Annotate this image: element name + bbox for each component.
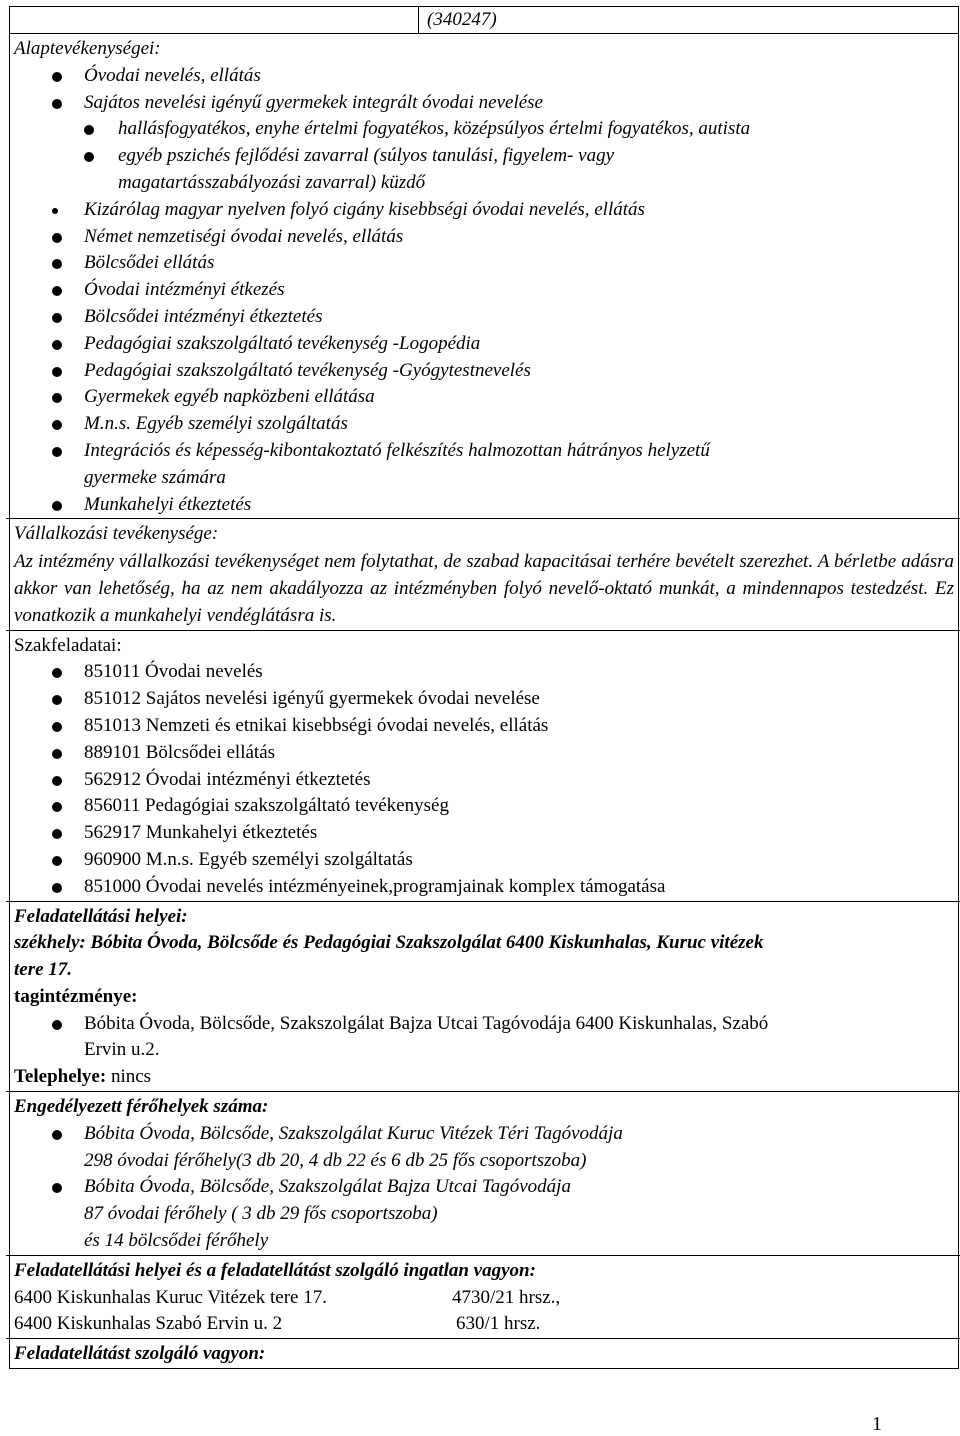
alap-item-text: Óvodai intézményi étkezés (84, 279, 285, 301)
ferohely-item1-line1: Bóbita Óvoda, Bölcsőde, Szakszolgálat Kuruc Vitézek Téri Tagóvodája (84, 1122, 623, 1144)
bullet-icon (52, 208, 58, 214)
bullet-icon (52, 447, 62, 457)
bullet-icon (52, 1020, 62, 1030)
bullet-icon (52, 340, 62, 350)
alap-item (14, 304, 954, 331)
szekhely-label: székhely: (14, 932, 86, 954)
ferohely-heading: Engedélyezett férőhelyek száma: (14, 1096, 269, 1118)
alap-heading: Alaptevékenységei: (14, 38, 161, 59)
bullet-icon (52, 856, 62, 866)
telephely-label: Telephelye: (14, 1066, 107, 1088)
alap-item (14, 90, 954, 117)
telephely-line (14, 1064, 954, 1091)
document-id: (340247) (418, 7, 958, 33)
szakfeladat-text: 562917 Munkahelyi étkeztetés (84, 822, 318, 844)
alap-item-text: M.n.s. Egyéb személyi szolgáltatás (84, 413, 348, 435)
alap-list (14, 63, 954, 519)
szakfeladat-item (14, 874, 954, 901)
szakfeladat-item (14, 847, 954, 874)
szakfeladat-item (14, 713, 954, 740)
alap-item-text: Munkahelyi étkeztetés (84, 493, 252, 515)
alap-item (14, 465, 954, 492)
szakfeladat-text: 889101 Bölcsődei ellátás (84, 741, 276, 763)
ingatlan-row (14, 1285, 954, 1312)
szakfeladat-item (14, 767, 954, 794)
bullet-icon (52, 883, 62, 893)
szekhely-address: Bóbita Óvoda, Bölcsőde és Pedagógiai Szakszolgálat 6400 Kiskunhalas, Kuruc vitézek (85, 932, 764, 954)
bullet-icon (52, 233, 62, 243)
alap-item-text: Pedagógiai szakszolgáltató tevékenység -Gyógytestnevelés (84, 359, 531, 381)
id-row (10, 7, 958, 34)
ferohely-item-2 (14, 1174, 954, 1254)
document-frame (9, 6, 959, 1369)
bullet-icon (52, 72, 62, 82)
ingatlan-rows (14, 1285, 954, 1339)
ingatlan-heading: Feladatellátási helyei és a feladatellátást szolgáló ingatlan vagyon: (14, 1259, 536, 1281)
ingatlan-address: 6400 Kiskunhalas Szabó Ervin u. 2 (14, 1313, 283, 1335)
szakfeladat-item (14, 793, 954, 820)
alap-item (14, 170, 954, 197)
alap-item (14, 411, 954, 438)
szekhely-line1 (14, 930, 954, 957)
alap-item-text: Bölcsődei ellátás (84, 252, 215, 274)
page-number: 1 (872, 1413, 882, 1435)
szekhely-line2: tere 17. (14, 959, 73, 981)
ingatlan-hrsz: 630/1 hrsz. (456, 1313, 541, 1335)
alap-item (14, 63, 954, 90)
alap-item-text: Óvodai nevelés, ellátás (84, 64, 261, 86)
alap-item-text: Bölcsődei intézményi étkeztetés (84, 305, 323, 327)
szakfeladat-text: 562912 Óvodai intézményi étkeztetés (84, 768, 371, 790)
feladatellatasi-heading: Feladatellátási helyei: (14, 905, 188, 927)
alap-item (14, 438, 954, 465)
ferohely-item2-line1: Bóbita Óvoda, Bölcsőde, Szakszolgálat Bajza Utcai Tagóvodája (84, 1176, 571, 1198)
bullet-icon (52, 1130, 62, 1140)
ferohely-item2-line2: 87 óvodai férőhely ( 3 db 29 fős csoportszoba) (84, 1203, 438, 1225)
tag-heading: tagintézménye: (14, 985, 138, 1007)
alap-item-text: Gyermekek egyéb napközbeni ellátása (84, 386, 375, 408)
alap-item-text: Sajátos nevelési igényű gyermekek integrált óvodai nevelése (84, 91, 543, 113)
alap-item-text: Integrációs és képesség-kibontakoztató felkészítés halmozottan hátrányos helyzetű (84, 439, 710, 461)
alap-item-text: Német nemzetiségi óvodai nevelés, ellátás (84, 225, 404, 247)
alap-item-text: Kizárólag magyar nyelven folyó cigány kisebbségi óvodai nevelés, ellátás (84, 198, 645, 220)
szakfeladat-text: 851012 Sajátos nevelési igényű gyermekek óvodai nevelése (84, 688, 540, 710)
szakfeladat-item (14, 686, 954, 713)
szakfeladatai-list (14, 659, 954, 900)
alap-item-text: egyéb pszichés fejlődési zavarral (súlyos tanulási, figyelem- vagy (118, 145, 615, 167)
ferohely-item2-line3: és 14 bölcsődei férőhely (84, 1230, 269, 1252)
ferohely-item1-line2: 298 óvodai férőhely(3 db 20, 4 db 22 és 6 db 25 fős csoportszoba) (84, 1149, 587, 1171)
alap-item-text: Pedagógiai szakszolgáltató tevékenység -Logopédia (84, 332, 481, 354)
bullet-icon (52, 749, 62, 759)
ingatlan-row (14, 1311, 954, 1338)
alap-item (14, 331, 954, 358)
bullet-icon (52, 99, 62, 109)
tag-line2: Ervin u.2. (84, 1039, 160, 1061)
telephely-value: nincs (106, 1066, 152, 1088)
ingatlan-address: 6400 Kiskunhalas Kuruc Vitézek tere 17. (14, 1286, 327, 1308)
vallalkozasi-heading: Vállalkozási tevékenysége: (14, 523, 219, 545)
bullet-icon (52, 776, 62, 786)
bullet-icon (52, 501, 62, 511)
szakfeladat-text: 960900 M.n.s. Egyéb személyi szolgáltatás (84, 848, 413, 870)
tag-item (14, 1011, 954, 1065)
alap-item (14, 250, 954, 277)
vagyon-heading: Feladatellátást szolgáló vagyon: (14, 1343, 266, 1365)
szakfeladat-text: 851013 Nemzeti és etnikai kisebbségi óvodai nevelés, ellátás (84, 714, 549, 736)
tag-line1: Bóbita Óvoda, Bölcsőde, Szakszolgálat Bajza Utcai Tagóvodája 6400 Kiskunhalas, Szabó (84, 1012, 769, 1034)
bullet-icon (52, 313, 62, 323)
alap-item-text: hallásfogyatékos, enyhe értelmi fogyatékos, középsúlyos értelmi fogyatékos, autista (118, 118, 751, 140)
ingatlan-hrsz: 4730/21 hrsz., (452, 1286, 561, 1308)
alap-item-text: magatartásszabályozási zavarral) küzdő (118, 171, 426, 193)
szakfeladat-text: 856011 Pedagógiai szakszolgáltató tevékenység (84, 795, 449, 817)
ferohely-item-1 (14, 1121, 954, 1175)
vallalkozasi-paragraph: Az intézmény vállalkozási tevékenységet nem folytathat, de szabad kapacitásai terhére bevételt szerezhet. A bérletbe adásra akkor van lehetőség, ha az nem akadályozza az intézményben folyó nevelő-oktató munkát, a mindennapos testedzést. Ez vonatkozik a munkahelyi vendéglátásra is. (14, 551, 954, 626)
bullet-icon (52, 367, 62, 377)
szakfeladat-text: 851000 Óvodai nevelés intézményeinek,programjainak komplex támogatása (84, 875, 666, 897)
alap-item (14, 143, 954, 170)
alap-item (14, 384, 954, 411)
alap-item-text: gyermeke számára (84, 466, 226, 488)
bullet-icon (52, 722, 62, 732)
alap-item (14, 277, 954, 304)
alap-item (14, 116, 954, 143)
alap-item (14, 197, 954, 224)
szakfeladat-item (14, 740, 954, 767)
szakfeladat-text: 851011 Óvodai nevelés (84, 661, 263, 683)
alap-item (14, 224, 954, 251)
szakfeladat-item (14, 659, 954, 686)
szakfeladatai-heading: Szakfeladatai: (14, 634, 122, 656)
alap-item (14, 492, 954, 519)
alap-item (14, 358, 954, 385)
document-body (10, 34, 958, 518)
szakfeladat-item (14, 820, 954, 847)
